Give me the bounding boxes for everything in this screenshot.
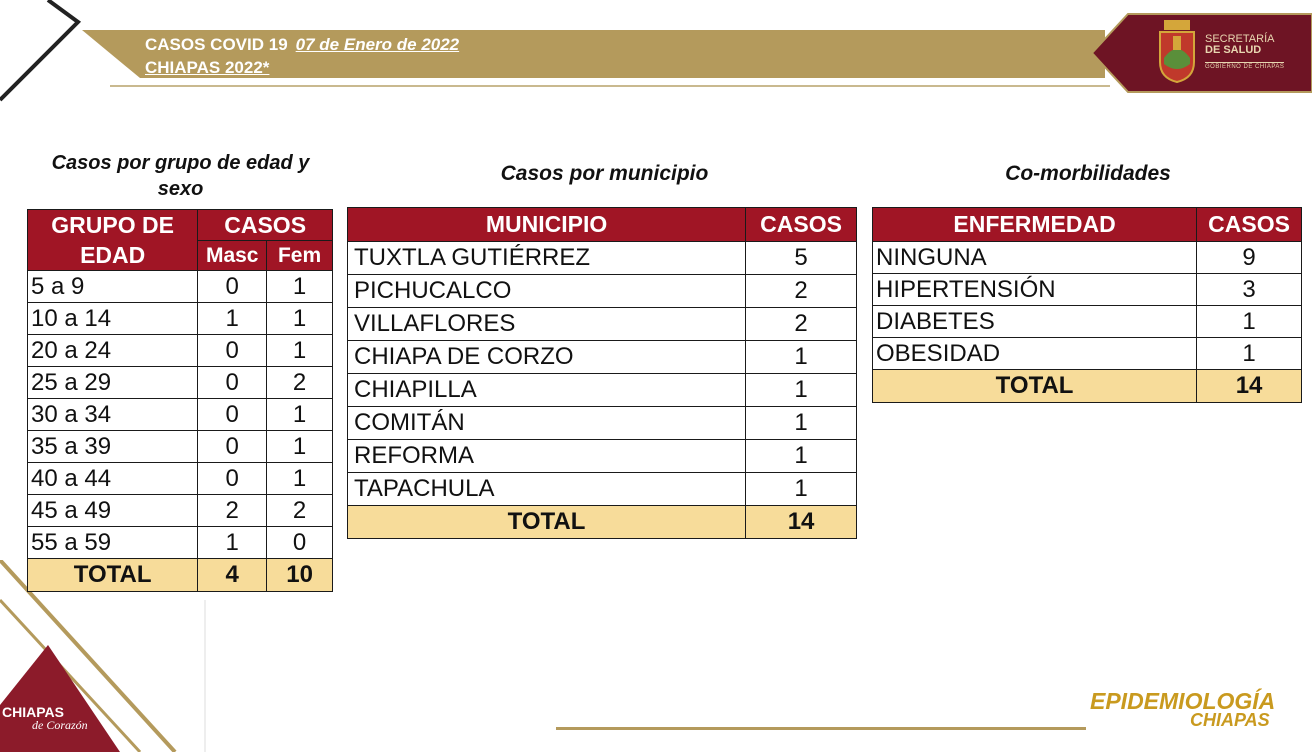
table-row xyxy=(28,271,333,303)
epidemiologia-chiapas: CHIAPAS xyxy=(1190,710,1270,730)
age-group-cell: 45 a 49 xyxy=(28,495,198,527)
muni-cases-cell: 2 xyxy=(746,308,857,341)
muni-name-cell: TUXTLA GUTIÉRREZ xyxy=(348,242,746,275)
table-row xyxy=(28,303,333,335)
total-masc: 4 xyxy=(198,559,267,592)
table-row xyxy=(348,341,857,374)
table-row xyxy=(348,473,857,506)
masc-cell: 0 xyxy=(198,399,267,431)
age-group-cell: 40 a 44 xyxy=(28,463,198,495)
fem-cell: 1 xyxy=(267,335,333,367)
total-fem: 10 xyxy=(267,559,333,592)
total-label: TOTAL xyxy=(873,370,1197,403)
disease-cases-cell: 3 xyxy=(1197,274,1302,306)
age-table xyxy=(27,209,333,592)
muni-cases-cell: 1 xyxy=(746,473,857,506)
fem-cell: 1 xyxy=(267,431,333,463)
disease-cases-cell: 9 xyxy=(1197,242,1302,274)
muni-cases-header: CASOS xyxy=(746,208,857,242)
table-row xyxy=(28,335,333,367)
chiapas-shield-icon xyxy=(1156,18,1198,84)
fem-cell: 1 xyxy=(267,399,333,431)
table-row xyxy=(873,242,1302,274)
muni-cases-cell: 1 xyxy=(746,407,857,440)
muni-cases-cell: 1 xyxy=(746,440,857,473)
table-row xyxy=(348,440,857,473)
muni-name-cell: CHIAPA DE CORZO xyxy=(348,341,746,374)
table-row xyxy=(348,374,857,407)
table-row xyxy=(28,527,333,559)
table-row xyxy=(28,431,333,463)
muni-name-cell: CHIAPILLA xyxy=(348,374,746,407)
fem-cell: 0 xyxy=(267,527,333,559)
muni-name-cell: COMITÁN xyxy=(348,407,746,440)
table-row xyxy=(348,275,857,308)
disease-name-cell: NINGUNA xyxy=(873,242,1197,274)
footer-line xyxy=(556,727,1086,730)
table-row xyxy=(873,338,1302,370)
municipality-table xyxy=(347,207,857,539)
title-line1: CASOS COVID 19 xyxy=(145,35,288,54)
table-row xyxy=(348,407,857,440)
masc-cell: 2 xyxy=(198,495,267,527)
disease-name-cell: OBESIDAD xyxy=(873,338,1197,370)
total-cases: 14 xyxy=(1197,370,1302,403)
masc-cell: 0 xyxy=(198,271,267,303)
age-col-fem-header: Fem xyxy=(267,241,333,271)
epidemiologia-logo: EPIDEMIOLOGÍA xyxy=(1090,688,1276,714)
title-line2: CHIAPAS 2022* xyxy=(145,58,270,77)
chiapas-logo-subtext: de Corazón xyxy=(32,718,88,732)
comorb-section-title: Co-morbilidades xyxy=(1005,162,1171,185)
age-group-cell: 30 a 34 xyxy=(28,399,198,431)
age-total-row xyxy=(28,559,333,592)
age-section-title: Casos por grupo de edad y sexo xyxy=(51,152,310,200)
fem-cell: 2 xyxy=(267,495,333,527)
comorb-total-row xyxy=(873,370,1302,403)
age-group-cell: 55 a 59 xyxy=(28,527,198,559)
table-row xyxy=(28,495,333,527)
muni-cases-cell: 1 xyxy=(746,374,857,407)
total-label: TOTAL xyxy=(28,559,198,592)
fem-cell: 1 xyxy=(267,463,333,495)
disease-cases-cell: 1 xyxy=(1197,306,1302,338)
muni-name-cell: TAPACHULA xyxy=(348,473,746,506)
masc-cell: 1 xyxy=(198,303,267,335)
masc-cell: 1 xyxy=(198,527,267,559)
fem-cell: 2 xyxy=(267,367,333,399)
age-col-masc-header: Masc xyxy=(198,241,267,271)
muni-total-row xyxy=(348,506,857,539)
muni-cases-cell: 5 xyxy=(746,242,857,275)
table-row xyxy=(873,306,1302,338)
fem-cell: 1 xyxy=(267,303,333,335)
muni-cases-cell: 2 xyxy=(746,275,857,308)
masc-cell: 0 xyxy=(198,335,267,367)
age-col-cases-header: CASOS xyxy=(198,210,333,241)
age-group-cell: 20 a 24 xyxy=(28,335,198,367)
total-cases: 14 xyxy=(746,506,857,539)
total-label: TOTAL xyxy=(348,506,746,539)
age-group-cell: 5 a 9 xyxy=(28,271,198,303)
muni-col-header: MUNICIPIO xyxy=(348,208,746,242)
disease-name-cell: DIABETES xyxy=(873,306,1197,338)
table-row xyxy=(28,367,333,399)
table-row xyxy=(348,242,857,275)
logo-de-salud: DE SALUD xyxy=(1205,44,1262,56)
report-title xyxy=(145,35,459,55)
title-date: 07 de Enero de 2022 xyxy=(295,35,460,54)
logo-secretaria: SECRETARÍA xyxy=(1205,33,1275,45)
comorb-cases-header: CASOS xyxy=(1197,208,1302,242)
masc-cell: 0 xyxy=(198,367,267,399)
muni-section-title: Casos por municipio xyxy=(500,162,709,185)
age-group-cell: 10 a 14 xyxy=(28,303,198,335)
table-row xyxy=(873,274,1302,306)
disease-name-cell: HIPERTENSIÓN xyxy=(873,274,1197,306)
muni-name-cell: VILLAFLORES xyxy=(348,308,746,341)
masc-cell: 0 xyxy=(198,431,267,463)
chiapas-logo-triangle xyxy=(0,645,120,752)
disease-col-header: ENFERMEDAD xyxy=(873,208,1197,242)
table-row xyxy=(28,399,333,431)
muni-name-cell: PICHUCALCO xyxy=(348,275,746,308)
muni-name-cell: REFORMA xyxy=(348,440,746,473)
logo-gobierno: GOBIERNO DE CHIAPAS xyxy=(1205,64,1285,70)
table-row xyxy=(28,463,333,495)
table-row xyxy=(348,308,857,341)
chiapas-logo-text: CHIAPAS xyxy=(2,704,64,720)
fem-cell: 1 xyxy=(267,271,333,303)
age-group-cell: 25 a 29 xyxy=(28,367,198,399)
masc-cell: 0 xyxy=(198,463,267,495)
comorbidities-table xyxy=(872,207,1302,403)
disease-cases-cell: 1 xyxy=(1197,338,1302,370)
muni-cases-cell: 1 xyxy=(746,341,857,374)
age-group-cell: 35 a 39 xyxy=(28,431,198,463)
age-col-group-header: GRUPO DE EDAD xyxy=(28,210,198,271)
